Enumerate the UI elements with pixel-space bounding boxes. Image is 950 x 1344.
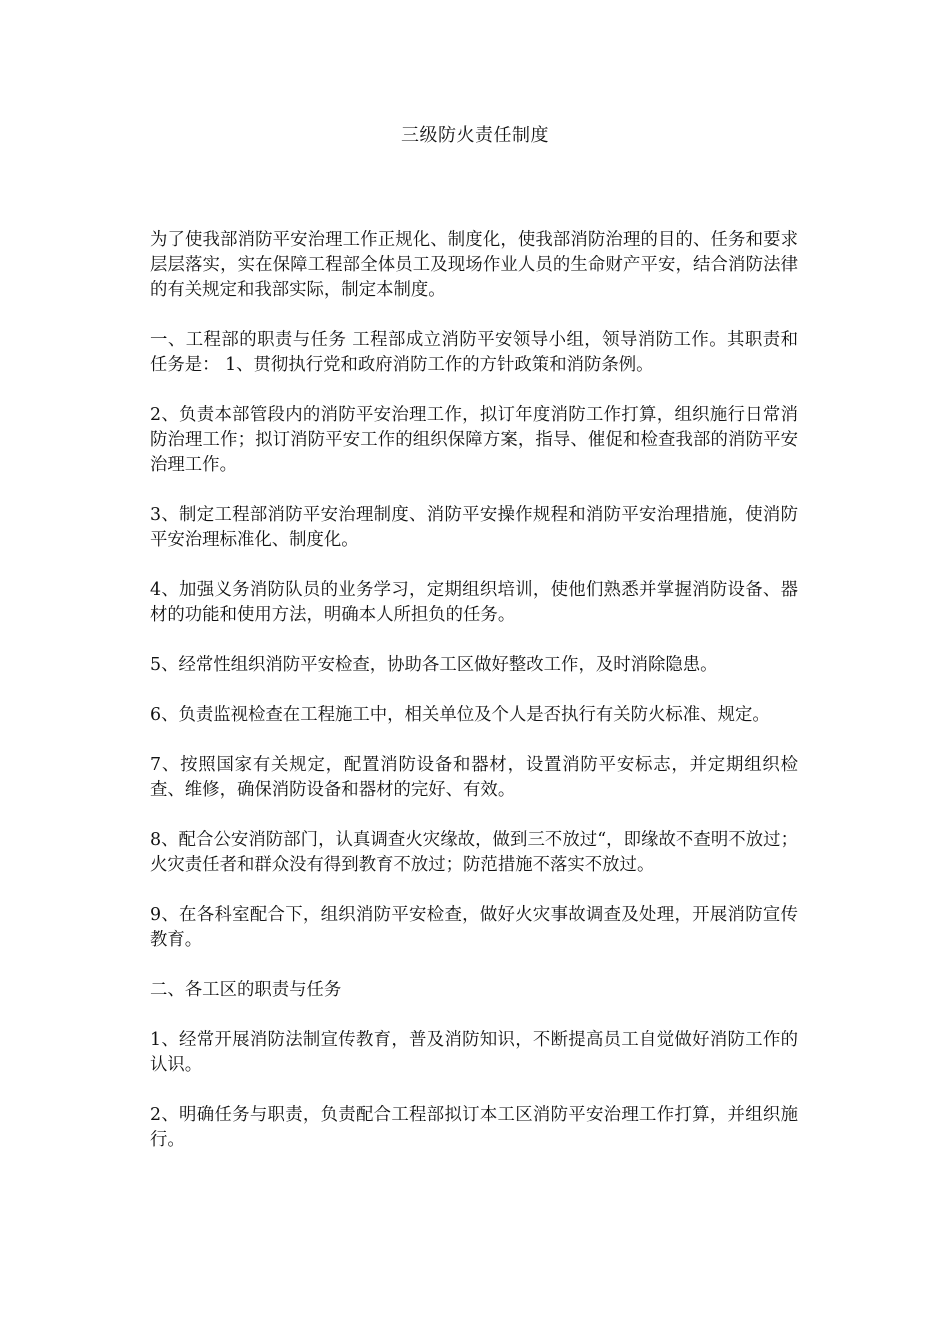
paragraph-item-7: 7、按照国家有关规定，配置消防设备和器材，设置消防平安标志，并定期组织检查、维修，确保消防设备和器材的完好、有效。 <box>150 755 798 800</box>
paragraph-item-5: 5、经常性组织消防平安检查，协助各工区做好整改工作，及时消除隐患。 <box>150 655 718 675</box>
paragraph-item-9: 9、在各科室配合下，组织消防平安检查，做好火灾事故调查及处理，开展消防宣传教育。 <box>150 905 798 950</box>
paragraph-item-3: 3、制定工程部消防平安治理制度、消防平安操作规程和消防平安治理措施，使消防平安治理标准化、制度化。 <box>150 505 798 550</box>
paragraph-intro: 为了使我部消防平安治理工作正规化、制度化，使我部消防治理的目的、任务和要求层层落实，实在保障工程部全体员工及现场作业人员的生命财产平安，结合消防法律的有关规定和我部实际，制定本制度。 <box>150 230 798 300</box>
document-body <box>150 228 798 1178</box>
paragraph-section-1-heading: 一、工程部的职责与任务 工程部成立消防平安领导小组，领导消防工作。其职责和任务是： 1、贯彻执行党和政府消防工作的方针政策和消防条例。 <box>150 330 798 375</box>
document-title: 三级防火责任制度 <box>401 125 549 146</box>
paragraph-section-2-heading: 二、各工区的职责与任务 <box>150 980 342 1000</box>
paragraph-item-8: 8、配合公安消防部门，认真调查火灾缘故，做到三不放过“，即缘故不查明不放过；火灾责任者和群众没有得到教育不放过；防范措施不落实不放过。 <box>150 830 798 875</box>
paragraph-section-2-item-1: 1、经常开展消防法制宣传教育，普及消防知识，不断提高员工自觉做好消防工作的认识。 <box>150 1030 798 1075</box>
paragraph-item-2: 2、负责本部管段内的消防平安治理工作，拟订年度消防工作打算，组织施行日常消防治理工作；拟订消防平安工作的组织保障方案，指导、催促和检查我部的消防平安治理工作。 <box>150 405 798 475</box>
paragraph-item-4: 4、加强义务消防队员的业务学习，定期组织培训，使他们熟悉并掌握消防设备、器材的功能和使用方法，明确本人所担负的任务。 <box>150 580 798 625</box>
paragraph-section-2-item-2: 2、明确任务与职责，负责配合工程部拟订本工区消防平安治理工作打算，并组织施行。 <box>150 1105 798 1150</box>
paragraph-item-6: 6、负责监视检查在工程施工中，相关单位及个人是否执行有关防火标准、规定。 <box>150 705 770 725</box>
